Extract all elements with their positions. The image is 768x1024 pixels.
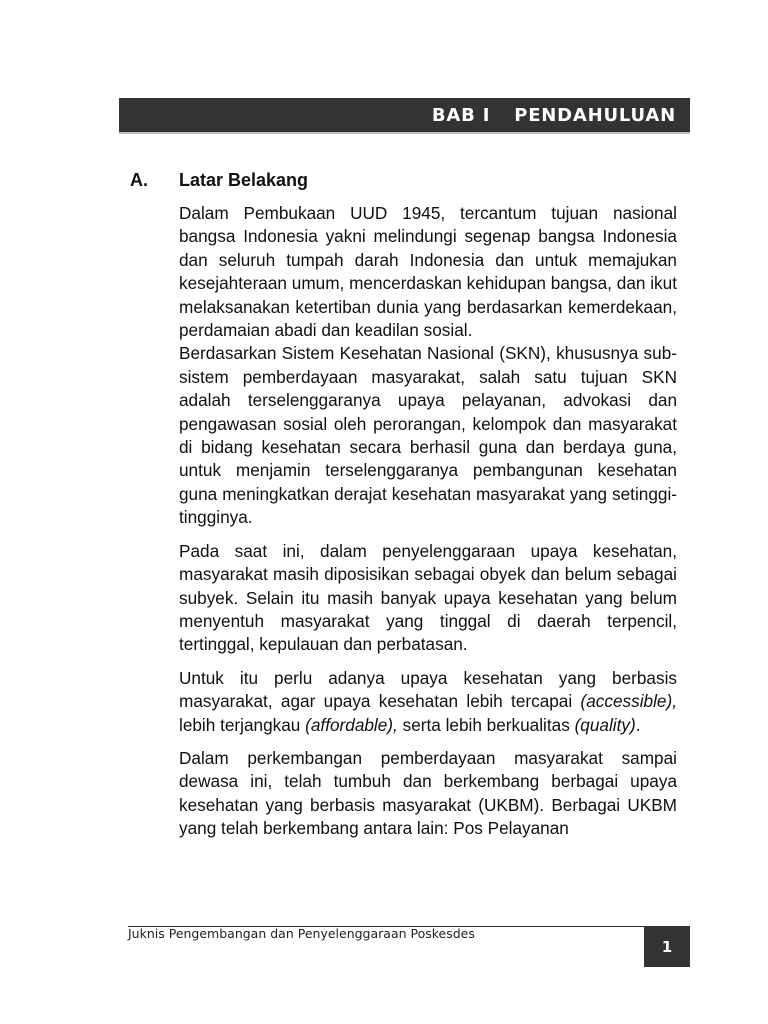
paragraph-text: Untuk itu perlu adanya upaya kesehatan yang berbasis masyarakat, agar upaya kesehatan lebih tercapai (179, 667, 677, 712)
body-text (179, 202, 677, 934)
paragraph: Pada saat ini, dalam penyelenggaraan upaya kesehatan, masyarakat masih diposisikan sebagai obyek dan belum sebagai subyek. Selain itu masih banyak upaya kesehatan yang belum menyentuh masyarakat yang tinggal di daerah terpencil, tertinggal, kepulauan dan perbatasan. (179, 540, 677, 655)
paragraph: Dalam perkembangan pemberdayaan masyarakat sampai dewasa ini, telah tumbuh dan berkembang berbagai upaya kesehatan yang berbasis masyarakat (UKBM). Berbagai UKBM yang telah berkembang antara lain: Pos Pelayanan (179, 747, 677, 839)
page-number: 1 (644, 927, 690, 967)
paragraph: Berdasarkan Sistem Kesehatan Nasional (SKN), khususnya sub-sistem pemberdayaan masyarakat, salah satu tujuan SKN adalah terselenggaranya upaya pelayanan, advokasi dan pengawasan sosial oleh perorangan, kelompok dan masyarakat di bidang kesehatan secara berhasil guna dan berdaya guna, untuk menjamin terselenggaranya pembangunan kesehatan guna meningkatkan derajat kesehatan masyarakat yang setinggi-tingginya. (179, 343, 677, 528)
paragraph: Dalam Pembukaan UUD 1945, tercantum tujuan nasional bangsa Indonesia yakni melindungi segenap bangsa Indonesia dan seluruh tumpah darah Indonesia dan untuk memajukan kesejahteraan umum, mencerdaskan kehidupan bangsa, dan ikut melaksanakan ketertiban dunia yang berdasarkan kemerdekaan, perdamaian abadi dan keadilan sosial. (179, 203, 677, 341)
chapter-number: BAB I (431, 104, 491, 126)
paragraph-text: . (635, 714, 641, 735)
chapter-header-bar (119, 98, 690, 134)
section-title: Latar Belakang (179, 170, 309, 190)
paragraph-text: serta lebih berkualitas (402, 714, 570, 735)
paragraph-text: lebih terjangkau (179, 714, 301, 735)
term-quality: (quality) (574, 714, 636, 735)
paragraph (179, 667, 677, 737)
section-marker: A. (130, 170, 148, 190)
term-accessible: (accessible), (580, 691, 677, 712)
footer-document-title: Juknis Pengembangan dan Penyelenggaraan Poskesdes (128, 926, 475, 941)
term-affordable: (affordable), (305, 714, 398, 735)
chapter-title: PENDAHULUAN (514, 104, 676, 126)
